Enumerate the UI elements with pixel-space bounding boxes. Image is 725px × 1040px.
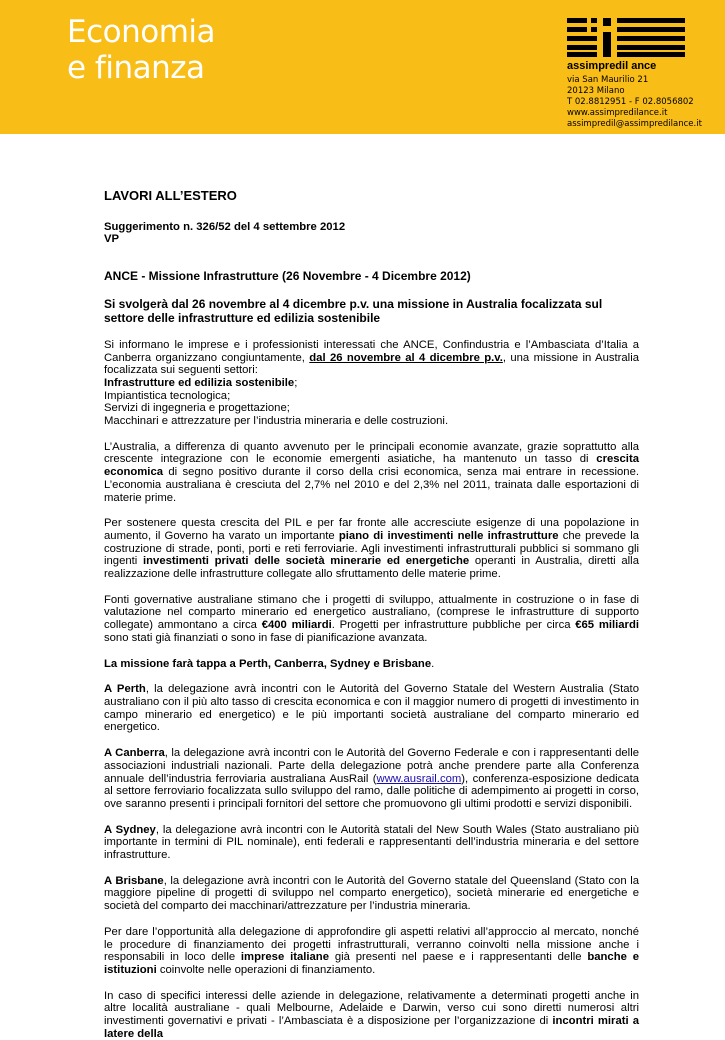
ausrail-link[interactable]: www.ausrail.com [376, 772, 462, 785]
text: , la delegazione avrà incontri con le Autorità del Governo Federale e con i rappresentanti delle associazioni industriali nazionali. Parte della delegazione potrà anche prendere parte alla Conferenza annuale dell’industria ferroviaria australiana AusRail ( [104, 747, 639, 785]
lead-paragraph: Si svolgerà dal 26 novembre al 4 dicembre p.v. una missione in Australia focalizzata sul settore delle infrastrutture ed edilizia sostenibile [104, 296, 603, 325]
address-block [567, 75, 702, 130]
paragraph-investments [104, 517, 639, 581]
paragraph-perth [104, 683, 639, 734]
address-email[interactable]: assimpredil@assimpredilance.it [567, 119, 702, 129]
bold-text: incontri mirati a latere della [104, 1015, 639, 1040]
document-body [104, 190, 639, 1040]
paragraph-canberra [104, 747, 639, 811]
reference-author: VP [104, 233, 120, 246]
text: operanti in Australia, diretti alla realizzazione delle infrastrutture collegate allo sfruttamento delle materie prime. [104, 555, 639, 581]
text: Fonti governative australiane stimano che i progetti di sviluppo, attualmente in costruzione o in fase di valutazione nel comparto minerario ed energetico australiano, (comprese le infrastrutture di supporto collegate) ammontano a circa [104, 593, 639, 632]
text: , la delegazione avrà incontri con le Autorità statali del New South Wales (Stato australiano più importante in termini di PIL nominale), enti federali e rappresentanti dell’industria mineraria e del settore infrastrutture. [104, 823, 640, 862]
text: , la delegazione avrà incontri con le Autorità del Governo Statale del Western Australia (Stato australiano con il più alto tasso di crescita economica e con il maggior numero di progetti di investimento in campo minerario ed energetico) e le più importanti società australiane del comparto minerario ed energetico. [104, 683, 639, 734]
bold-text: A Sydney [104, 823, 156, 836]
bold-text: A Canberra [104, 747, 165, 760]
brand-name: assimpredil ance [567, 60, 657, 72]
text: L’Australia, a differenza di quanto avvenuto per le principali economie avanzate, grazie soprattutto alla crescente integrazione con le economie emergenti asiatiche, ha mantenuto un tasso di [104, 440, 639, 466]
paragraph-stops [104, 658, 639, 671]
text: Per dare l’opportunità alla delegazione di approfondire gli aspetti relativi all’approccio al mercato, nonché le procedure di finanziamento dei progetti infrastrutturali, verranno coinvolti nella missione anche i responsabili in loco delle [104, 925, 639, 964]
paragraph-intro [104, 339, 639, 377]
dates-highlight: dal 26 novembre al 4 dicembre p.v. [309, 351, 503, 364]
text: In caso di specifici interessi delle aziende in delegazione, relativamente a determinati progetti anche in altre località australiane - quali Melbourne, Adelaide e Darwin, verso cui sono diretti numerosi altri investimenti governativi e privati - l’Ambasciata è a disposizione per l’organizzazione di [104, 989, 639, 1028]
text: sono stati già finanziati o sono in fase di pianificazione avanzata. [104, 631, 428, 644]
banner-title [67, 14, 215, 86]
banner-title-line1: Economia [67, 14, 216, 50]
bold-text: A Perth [104, 683, 146, 696]
sectors-list [104, 377, 639, 428]
bold-text: La missione farà tappa a Perth, Canberra, Sydney e Brisbane [104, 657, 432, 670]
address-website[interactable]: www.assimpredilance.it [567, 108, 668, 118]
address-street: via San Maurilio 21 [567, 75, 649, 85]
list-item: Servizi di ingegneria e progettazione; [104, 402, 290, 415]
paragraph-brisbane [104, 875, 639, 913]
assimpredil-logo-icon [567, 18, 685, 58]
text: di segno positivo durante il corso della crisi economica, senza mai entrare in recessione. L’economia australiana è cresciuta del 2,7% nel 2010 e del 2,3% nel 2011, trainata dalle esportazioni di materie prime. [104, 466, 639, 504]
text: Per sostenere questa crescita del PIL e per far fronte alle accresciute esigenze di una popolazione in aumento, il Governo ha varato un importante [104, 517, 639, 542]
bold-text: €65 miliardi [575, 619, 639, 632]
text: coinvolte nelle operazioni di finanziamento. [156, 963, 376, 976]
address-phone: T 02.8812951 - F 02.8056802 [567, 97, 694, 107]
reference-line: Suggerimento n. 326/52 del 4 settembre 2012 [104, 220, 346, 233]
bold-text: banche e istituzioni [104, 951, 639, 976]
text: , la delegazione avrà incontri con le Autorità del Governo statale del Queensland (Stato con la maggiore pipeline di progetti di sviluppo nel comparto energetico), società minerarie ed energetiche e società del comparto dei macchinari/attrezzature per l’industria mineraria. [104, 874, 639, 913]
bold-text: €400 miliardi [261, 619, 332, 632]
bold-text: crescita economica [104, 453, 639, 479]
list-item [104, 377, 639, 390]
bold-text: A Brisbane [104, 874, 164, 887]
text: già presenti nel paese e i rappresentanti delle [329, 951, 588, 964]
address-city: 20123 Milano [567, 86, 625, 96]
bold-text: investimenti privati delle società minerarie ed energetiche [143, 555, 470, 568]
paragraph-sydney [104, 824, 639, 862]
text: . Progetti per infrastrutture pubbliche per circa [331, 619, 576, 632]
bold-text: piano di investimenti nelle infrastrutture [338, 529, 559, 542]
paragraph-other-locations [104, 990, 639, 1040]
mission-title: ANCE - Missione Infrastrutture (26 Novembre - 4 Dicembre 2012) [104, 269, 471, 284]
paragraph-financing [104, 926, 639, 977]
paragraph-growth [104, 441, 639, 505]
text: ), conferenza-esposizione dedicata al settore ferroviario focalizzata sullo sviluppo del ramo, dalle politiche di adempimento ai progetti in corso, ove saranno presenti i principali fornitori del settore che promuovono gli ultimi prodotti e servizi disponibili. [104, 772, 639, 810]
text: . [431, 657, 435, 670]
page-title: LAVORI ALL’ESTERO [104, 188, 237, 203]
banner-title-line2: e finanza [67, 50, 205, 86]
text: Si informano le imprese e i professionisti interessati che ANCE, Confindustria e l’Ambasciata d’Italia a Canberra organizzano congiuntamente, [104, 338, 639, 364]
bold-text: imprese italiane [240, 951, 329, 964]
sector-bold: Infrastrutture ed edilizia sostenibile [104, 376, 295, 389]
header-banner [0, 0, 725, 134]
list-item: Impiantistica tecnologica; [104, 389, 231, 402]
reference-block [104, 221, 639, 246]
text: che prevede la costruzione di strade, ponti, porti e reti ferroviarie. Agli investimenti infrastrutturali pubblici si sommano gli ingenti [104, 529, 640, 568]
list-item: Macchinari e attrezzature per l’industria mineraria e delle costruzioni. [104, 415, 449, 428]
text: , una missione in Australia focalizzata sui seguenti settori: [104, 351, 639, 377]
paragraph-sources [104, 594, 639, 645]
text: ; [294, 376, 298, 389]
